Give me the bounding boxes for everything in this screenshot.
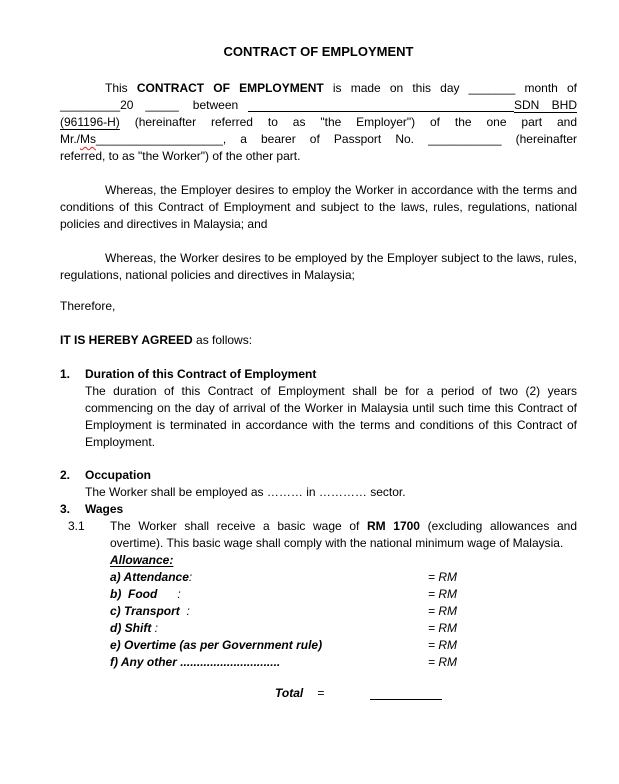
- allowance-label: a) Attendance: [110, 570, 189, 584]
- recital-employer-paragraph: Whereas, the Employer desires to employ the Worker in accordance with the terms and conditions of this Contract of Employment and subject to the laws, rules, regulations, national policies and directives in Malaysia; and: [60, 183, 577, 231]
- intro-text: , a bearer of Passport No.: [222, 132, 429, 146]
- allowance-label: c) Transport: [110, 604, 180, 618]
- allowance-label: e) Overtime (as per Government rule): [110, 638, 323, 652]
- clause-3-1-number: 3.1: [68, 519, 85, 533]
- allowance-value: = RM: [428, 638, 458, 652]
- wage-text: (excluding allowances and overtime). This basic wage shall comply with the national minimum wage of Malaysia.: [110, 519, 577, 550]
- allowance-label: d) Shift: [110, 621, 152, 635]
- company-suffix: SDN BHD: [513, 98, 577, 112]
- year-blank: _____: [145, 98, 179, 112]
- intro-text: is made on this day: [323, 81, 469, 95]
- section-3-wages: [60, 501, 577, 518]
- allowance-row-overtime: [110, 637, 577, 654]
- therefore-line: Therefore,: [60, 299, 116, 313]
- intro-line-3: [60, 114, 577, 131]
- total-row: [110, 685, 577, 702]
- section-1-number: 1.: [60, 367, 71, 381]
- allowance-value: = RM: [428, 604, 458, 618]
- allowance-value: = RM: [428, 621, 458, 635]
- intro-line-5: referred, to as "the Worker") of the other part.: [60, 149, 301, 163]
- allowance-row-transport: [110, 603, 577, 620]
- allowance-value: = RM: [428, 570, 458, 584]
- section-1-body: The duration of this Contract of Employment shall be for a period of two (2) years commencing on the day of arrival of the Worker in Malaysia until such time this Contract of Employment is terminated in accordance with the terms and conditions of this Contract of Employment.: [85, 384, 577, 449]
- allowance-colon: :: [179, 604, 190, 618]
- section-1-heading: Duration of this Contract of Employment: [85, 367, 317, 381]
- total-amount-blank-line: [370, 699, 442, 700]
- intro-line-4: [60, 131, 577, 148]
- section-2-number: 2.: [60, 468, 71, 482]
- allowance-colon: :: [188, 570, 193, 584]
- wage-amount: RM 1700: [366, 519, 420, 533]
- allowance-label: b) Food: [110, 587, 158, 601]
- allowance-colon: :: [157, 587, 181, 601]
- section-2-heading: Occupation: [85, 468, 152, 482]
- clause-3-1: [68, 518, 577, 702]
- allowance-heading: Allowance:: [110, 553, 174, 567]
- company-registration-number: (961196-H): [60, 115, 120, 129]
- section-2-occupation: [60, 467, 577, 501]
- salutation: Mr./: [60, 132, 80, 146]
- section-3-heading: Wages: [85, 502, 124, 516]
- agreed-line: [60, 332, 577, 349]
- agreed-bold-text: IT IS HEREBY AGREED: [60, 333, 193, 347]
- section-2-body: The Worker shall be employed as ……… in ………… sector.: [85, 485, 406, 499]
- salutation-ms-spellcheck: Ms: [80, 132, 96, 146]
- company-name-blank-line: [248, 111, 514, 112]
- allowance-colon: :: [151, 621, 158, 635]
- allowance-row-shift: [110, 620, 577, 637]
- intro-text: month of: [515, 81, 577, 95]
- contract-of-employment-bold: CONTRACT OF EMPLOYMENT: [136, 81, 324, 95]
- section-1-duration: [60, 366, 577, 451]
- intro-line-2: [60, 97, 577, 114]
- allowance-value: = RM: [428, 655, 458, 669]
- allowance-row-attendance: [110, 569, 577, 586]
- day-blank: _______: [468, 81, 516, 95]
- document-title: CONTRACT OF EMPLOYMENT: [223, 44, 414, 59]
- allowance-value: = RM: [428, 587, 458, 601]
- intro-paragraph: [60, 80, 577, 165]
- intro-text: between: [192, 98, 239, 112]
- recital-worker-paragraph: Whereas, the Worker desires to be employed by the Employer subject to the laws, rules, regulations, national policies and directives in Malaysia;: [60, 251, 577, 282]
- total-label: Total: [275, 686, 304, 700]
- allowance-label: f) Any other ..............................: [110, 655, 281, 669]
- agreed-rest-text: as follows:: [192, 333, 253, 347]
- passport-no-blank: ___________: [428, 132, 502, 146]
- total-equals-sign: =: [317, 686, 325, 700]
- intro-text: (hereinafter: [501, 132, 577, 146]
- allowance-row-food: [110, 586, 577, 603]
- intro-line-1: [60, 80, 577, 97]
- allowance-row-any-other: [110, 654, 577, 671]
- intro-text: This: [105, 81, 137, 95]
- section-3-number: 3.: [60, 502, 71, 516]
- month-year-blank: _________20: [60, 98, 134, 112]
- wage-text: The Worker shall receive a basic wage of: [110, 519, 367, 533]
- worker-name-blank: ___________________: [96, 132, 223, 146]
- clause-3-1-body: [110, 518, 577, 552]
- intro-text: (hereinafter referred to as "the Employer") of the one part and: [119, 115, 577, 129]
